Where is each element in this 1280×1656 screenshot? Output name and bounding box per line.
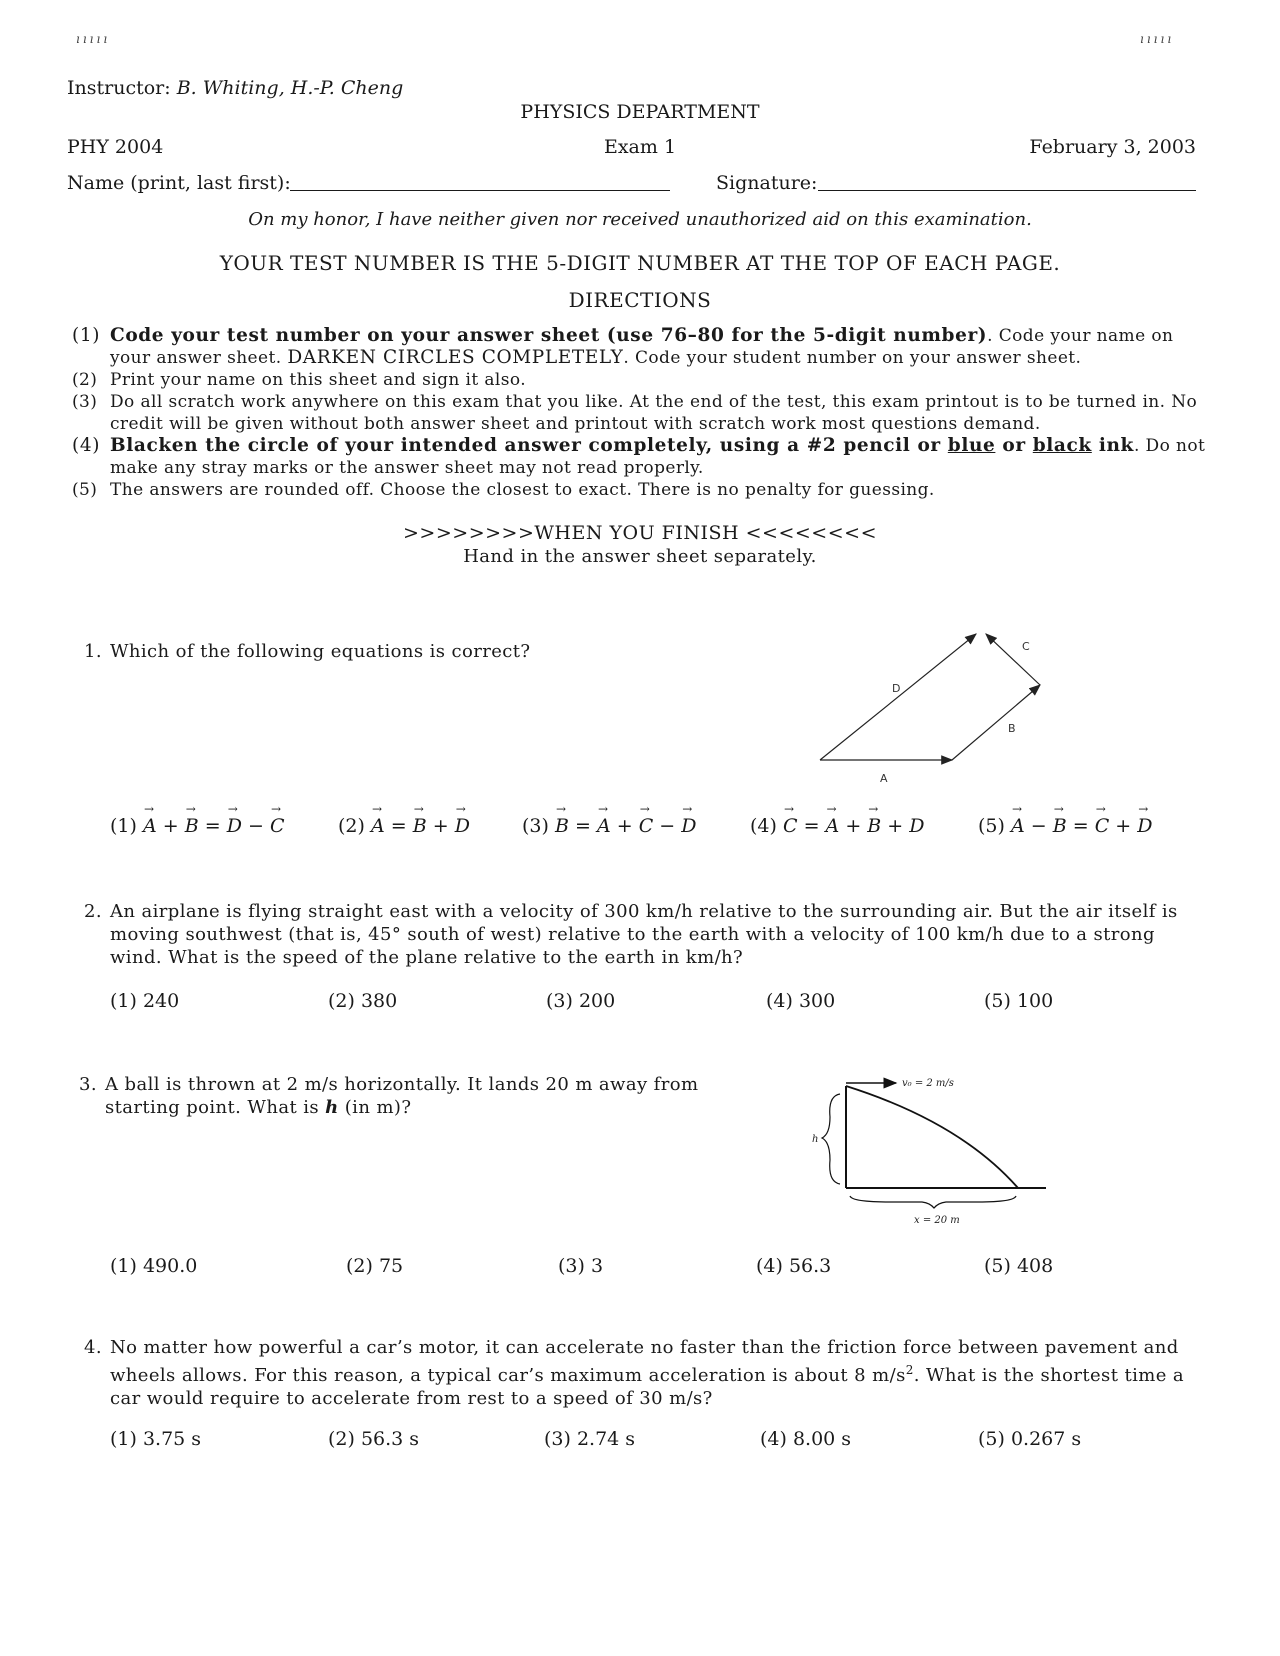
trajectory-curve xyxy=(846,1086,1018,1188)
question-3-option-4[interactable]: (4) 56.3 xyxy=(756,1255,832,1277)
vector-c-label: C xyxy=(1022,640,1030,653)
direction-item: (1) Code your test number on your answer sheet (use 76–80 for the 5-digit number). Code your name on your answer sheet. DARKEN CIRCLES COMPLETELY. Code your student number on your answer sheet. xyxy=(72,325,1174,368)
question-2-option-1[interactable]: (1) 240 xyxy=(110,990,180,1012)
projectile-diagram xyxy=(810,1072,1060,1232)
question-1-option-5[interactable]: (5) → A − → B = → C + → D xyxy=(978,815,1153,837)
question-3-option-3[interactable]: (3) 3 xyxy=(558,1255,604,1277)
directions-list xyxy=(68,325,1208,501)
question-2-option-2[interactable]: (2) 380 xyxy=(328,990,398,1012)
direction-item: (3) Do all scratch work anywhere on this exam that you like. At the end of the test, this exam printout is to be turned in. No credit will be given without both answer sheet and printout with scratch work most questions demand. xyxy=(72,392,1198,434)
question-2-text: 2. An airplane is flying straight east with a velocity of 300 km/h relative to the surrounding air. But the air itself is moving southwest (that is, 45° south of west) relative to the earth with a velocity of 100 km/h due to a strong wind. What is the speed of the plane relative to the earth in km/h? xyxy=(84,901,1178,968)
name-label: Name (print, last first): xyxy=(67,172,291,194)
vector-b-label: B xyxy=(1008,722,1016,735)
vector-d-arrow xyxy=(820,634,976,760)
instructor-names: B. Whiting, H.-P. Cheng xyxy=(176,77,404,99)
distance-label: x = 20 m xyxy=(914,1215,960,1226)
question-4-option-4[interactable]: (4) 8.00 s xyxy=(760,1428,852,1450)
question-2-option-4[interactable]: (4) 300 xyxy=(766,990,836,1012)
instructor-line xyxy=(67,77,403,100)
signature-label: Signature: xyxy=(716,172,818,194)
signature-field[interactable] xyxy=(818,190,1196,191)
height-label: h xyxy=(812,1134,819,1145)
exam-date: February 3, 2003 xyxy=(1029,136,1196,158)
finish-subtitle: Hand in the answer sheet separately. xyxy=(463,546,817,567)
department-title: PHYSICS DEPARTMENT xyxy=(520,101,760,123)
question-1-option-3[interactable]: (3) → B = → A + → C − → D xyxy=(522,815,697,837)
test-number-notice: YOUR TEST NUMBER IS THE 5-DIGIT NUMBER AT THE TOP OF EACH PAGE. xyxy=(219,251,1061,275)
honor-statement: On my honor, I have neither given nor received unauthorized aid on this examination. xyxy=(248,209,1032,230)
question-1-text: 1. Which of the following equations is correct? xyxy=(84,641,531,662)
velocity-label: v₀ = 2 m/s xyxy=(902,1078,954,1089)
distance-brace xyxy=(850,1196,1016,1208)
vector-d-label: D xyxy=(892,682,901,695)
exam-title: Exam 1 xyxy=(603,136,677,158)
vector-b-arrow xyxy=(952,685,1040,760)
question-4-option-3[interactable]: (3) 2.74 s xyxy=(544,1428,636,1450)
question-2-option-5[interactable]: (5) 100 xyxy=(984,990,1054,1012)
question-4-text: 4. No matter how powerful a car’s motor, it can accelerate no faster than the friction force between pavement and wheels allows. For this reason, a typical car’s maximum acceleration is about 8 $m/s^2$. What is the shortest time a car would require to accelerate from rest to a speed of 30 m/s? xyxy=(84,1337,1185,1409)
direction-item: (5) The answers are rounded off. Choose the closest to exact. There is no penalty for guessing. xyxy=(72,480,935,500)
direction-item: (4) Blacken the circle of your intended answer completely, using a #2 pencil or blue or black ink. Do not make any stray marks or the answer sheet may not read properly. xyxy=(72,435,1206,478)
question-4-option-5[interactable]: (5) 0.267 s xyxy=(978,1428,1082,1450)
question-2-option-3[interactable]: (3) 200 xyxy=(546,990,616,1012)
vector-c-arrow xyxy=(986,634,1040,685)
question-1-option-4[interactable]: (4) → C = → A + → B + D xyxy=(750,815,925,837)
question-1-option-2[interactable]: (2) → A = → B + → D xyxy=(338,815,470,837)
directions-title: DIRECTIONS xyxy=(568,288,712,312)
question-3-option-1[interactable]: (1) 490.0 xyxy=(110,1255,198,1277)
vector-a-label: A xyxy=(880,772,888,785)
course-code: PHY 2004 xyxy=(67,136,164,158)
instructor-label: Instructor: xyxy=(67,77,171,99)
question-4-option-1[interactable]: (1) 3.75 s xyxy=(110,1428,202,1450)
question-3-text: 3. A ball is thrown at 2 m/s horizontally. It lands 20 m away from starting point. What is h (in m)? xyxy=(79,1074,699,1118)
question-3-option-5[interactable]: (5) 408 xyxy=(984,1255,1054,1277)
direction-item: (2) Print your name on this sheet and sign it also. xyxy=(72,370,527,390)
test-number-marks-left: ııııı xyxy=(76,32,111,46)
test-number-marks-right: ııııı xyxy=(1140,32,1175,46)
finish-title: >>>>>>>>WHEN YOU FINISH <<<<<<<< xyxy=(403,522,877,544)
question-4-option-2[interactable]: (2) 56.3 s xyxy=(328,1428,420,1450)
question-1-option-1[interactable]: (1) → A + → B = → D − → C xyxy=(110,815,285,837)
height-brace xyxy=(822,1094,840,1184)
vector-diagram xyxy=(800,620,1080,790)
question-3-option-2[interactable]: (2) 75 xyxy=(346,1255,404,1277)
name-field[interactable] xyxy=(290,190,670,191)
